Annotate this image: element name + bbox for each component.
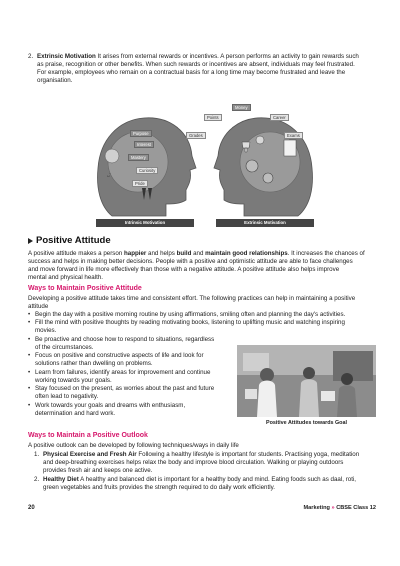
attitude-para-line-2: success and helps in making better decisions. People with a positive and optimistic attitude are able to face challenges xyxy=(28,258,353,265)
item-2-number: 2. xyxy=(34,476,40,483)
bullet-dot: • xyxy=(28,385,31,392)
item-2-line-1 xyxy=(43,476,356,484)
bullet-6-line-2: often lead to negativity. xyxy=(35,393,99,400)
coin-icon xyxy=(256,136,264,144)
subheading-ways-attitude: Ways to Maintain Positive Attitude xyxy=(28,285,142,292)
gear-icon xyxy=(246,160,258,172)
attitude-text-d: . It increases the chances of xyxy=(287,250,365,257)
attitude-para-line-1 xyxy=(28,250,365,258)
attitude-text-c: and xyxy=(191,250,206,257)
item-1-number: 1. xyxy=(34,451,40,458)
sun-icon xyxy=(105,149,119,163)
footer-book: CBSE Class 12 xyxy=(336,505,376,511)
intro-number: 2. xyxy=(28,53,34,60)
item-1-line-1 xyxy=(43,451,359,459)
bullet-6-line-1: Stay focused on the present, as worries about the past and future xyxy=(35,385,215,392)
item-2-text: A healthy and balanced diet is important for a healthy body and mind. Eating foods such as daal, roti, xyxy=(78,476,357,483)
attitude-happier: happier xyxy=(123,250,147,257)
attitude-text-a: A positive attitude makes a person xyxy=(28,250,124,257)
photo-caption: Positive Attitudes towards Goal xyxy=(266,420,347,426)
attitude-maintain: maintain good relationships xyxy=(205,250,288,257)
tag-grades: Grades xyxy=(186,132,206,139)
intro-text: It arises from external rewards or incentives. A person performs an activity to gain rewards such xyxy=(95,53,359,60)
bullet-dot: • xyxy=(28,311,31,318)
bullet-dot: • xyxy=(28,336,31,343)
bullet-3-line-1: Be proactive and choose how to respond to situations, regardless xyxy=(35,336,215,343)
bullet-1: Begin the day with a positive morning routine by using affirmations, smiling often and planning the day's activities. xyxy=(35,311,346,318)
attitude-para-line-4: mental and physical health. xyxy=(28,274,103,281)
intro-line-1 xyxy=(37,53,359,61)
page-number: 20 xyxy=(28,505,35,511)
students-photo-illustration xyxy=(237,345,376,417)
bullet-dot: • xyxy=(28,319,31,326)
bullet-4-line-2: solutions rather than dwelling on problems. xyxy=(35,360,153,367)
intro-line-3: For example, employees who remain on a contractual basis for a long time may become frustrated and leave the xyxy=(37,69,346,76)
tag-interest: Interest xyxy=(134,141,154,148)
tag-curiosity: Curiosity xyxy=(136,167,158,174)
item-1-term: Physical Exercise and Fresh Air xyxy=(43,451,137,458)
tag-exams: Exams xyxy=(284,132,303,139)
sun-face-icon: ᴗ̈ xyxy=(107,173,110,179)
bullet-5-line-1: Learn from failures, identify areas for improvement and continue xyxy=(35,369,211,376)
ways-outlook-intro: A positive outlook can be developed by following techniques/ways in daily life xyxy=(28,442,239,449)
gear-icon-2 xyxy=(263,173,273,183)
tag-points: Points xyxy=(204,114,222,121)
ways-attitude-intro-2: attitude xyxy=(28,303,49,310)
bullet-dot: • xyxy=(28,369,31,376)
footer-separator: » xyxy=(331,505,335,511)
intro-line-4: organisation. xyxy=(37,77,73,84)
motivation-figure xyxy=(92,96,318,232)
ways-attitude-intro-1: Developing a positive attitude takes time and consistent effort. The following practices can help in maintaining a positive xyxy=(28,295,356,302)
footer-running-head xyxy=(280,505,376,512)
item-1-text: Following a healthy lifestyle is important for students. Practising yoga, meditation xyxy=(136,451,360,458)
intrinsic-caption: Intrinsic Motivation xyxy=(96,219,194,227)
exam-paper-icon xyxy=(284,140,296,156)
intro-line-2: as praise, recognition or other benefits. When such rewards or incentives are absent, individuals may feel frustrated. xyxy=(37,61,355,68)
item-1-line-3: provides fresh air and keeps one active. xyxy=(43,467,153,474)
item-2-line-2: green vegetables and fruits provides the strength required to do daily work efficiently. xyxy=(43,484,275,491)
bullet-dot: • xyxy=(28,352,31,359)
bullet-4-line-1: Focus on positive and constructive aspects of life and look for xyxy=(35,352,204,359)
item-1-line-2: and deep-breathing exercises helps relax the body and improve blood circulation. Walking or playing outdoors xyxy=(43,459,344,466)
intro-term: Extrinsic Motivation xyxy=(37,53,96,60)
attitude-text-b: and helps xyxy=(146,250,177,257)
bullet-3-line-2: of the circumstances. xyxy=(35,344,94,351)
tag-career: Career xyxy=(270,114,289,121)
bullet-7-line-2: determination and hard work. xyxy=(35,410,116,417)
bullet-7-line-1: Work towards your goals and dreams with enthusiasm, xyxy=(35,402,186,409)
tag-pride: Pride xyxy=(132,180,148,187)
students-photo xyxy=(237,345,376,417)
bullet-dot: • xyxy=(28,402,31,409)
triangle-icon xyxy=(28,238,33,244)
section-heading-positive-attitude: Positive Attitude xyxy=(36,235,111,246)
subheading-ways-outlook: Ways to Maintain a Positive Outlook xyxy=(28,432,148,439)
tag-mastery: Mastery xyxy=(128,154,149,161)
tag-purpose: Purpose xyxy=(130,130,152,137)
tag-money: Money xyxy=(232,104,251,111)
extrinsic-caption: Extrinsic Motivation xyxy=(216,219,314,227)
bullet-5-line-2: working towards your goals. xyxy=(35,377,112,384)
bullet-2-line-2: movies. xyxy=(35,327,57,334)
attitude-para-line-3: and move forward in life more effectively than those with a negative attitude. A positive attitude also helps improve xyxy=(28,266,340,273)
bullet-2-line-1: Fill the mind with positive thoughts by reading motivating books, listening to uplifting music and watching inspiring xyxy=(35,319,345,326)
attitude-build: build xyxy=(176,250,192,257)
item-2-term: Healthy Diet xyxy=(43,476,79,483)
footer-subject: Marketing xyxy=(303,505,330,511)
